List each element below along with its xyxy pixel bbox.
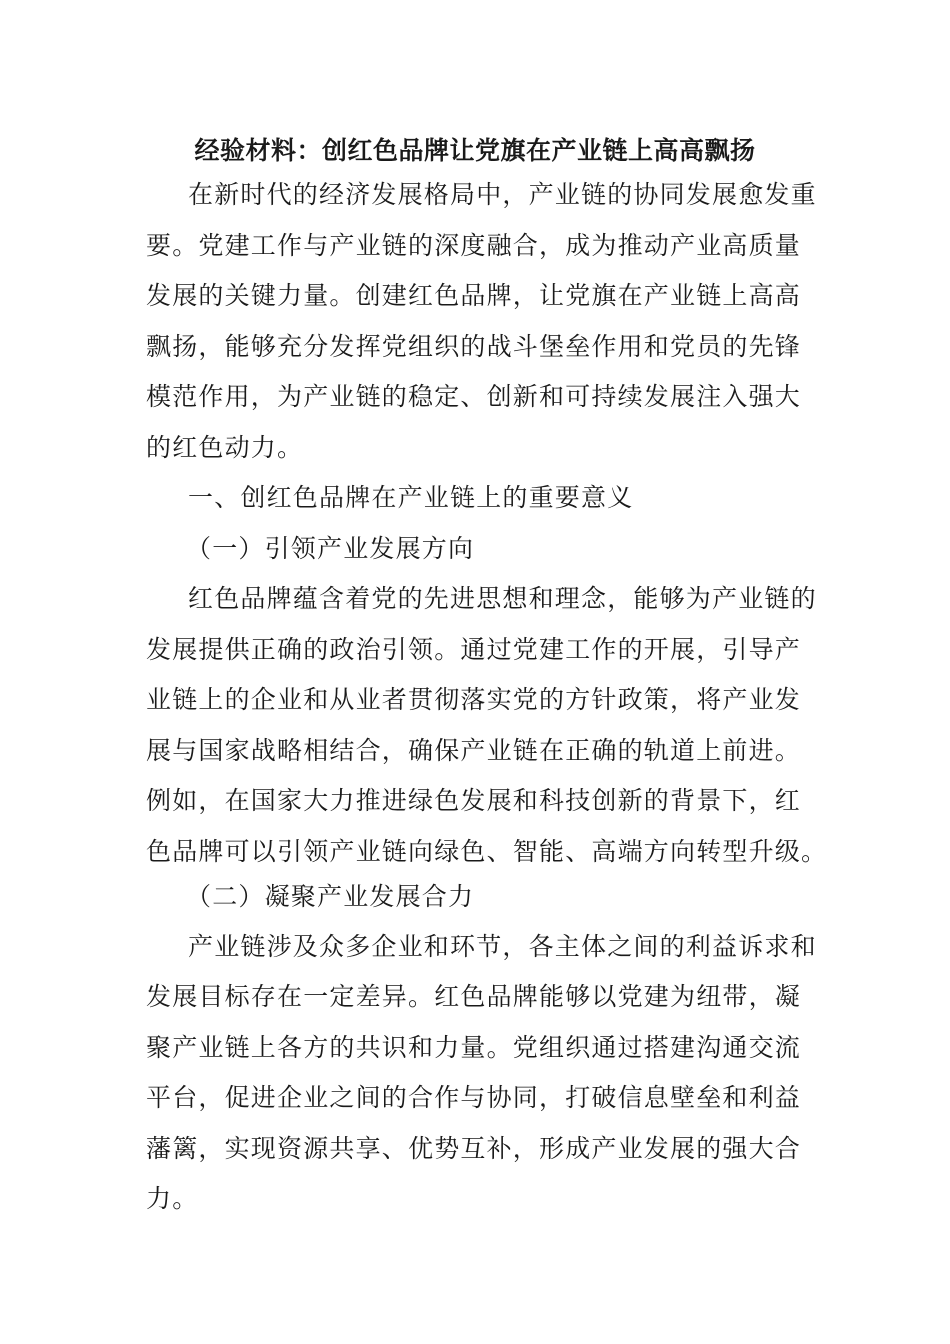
paragraph-line: 产业链涉及众多企业和环节，各主体之间的利益诉求和 [188, 932, 817, 961]
paragraph-line: 平台，促进企业之间的合作与协同，打破信息壁垒和利益 [146, 1083, 802, 1112]
paragraph-line: 要。党建工作与产业链的深度融合，成为推动产业高质量 [146, 231, 802, 260]
subsection-heading: （一）引领产业发展方向 [186, 534, 475, 563]
paragraph-line: 例如，在国家大力推进绿色发展和科技创新的背景下，红 [146, 786, 802, 815]
section-heading: 一、创红色品牌在产业链上的重要意义 [188, 483, 634, 512]
paragraph-line: 业链上的企业和从业者贯彻落实党的方针政策，将产业发 [146, 685, 802, 714]
paragraph-line: 发展提供正确的政治引领。通过党建工作的开展，引导产 [146, 635, 802, 664]
paragraph-line: 力。 [146, 1184, 199, 1213]
paragraph-line: 藩篱，实现资源共享、优势互补，形成产业发展的强大合 [146, 1134, 802, 1163]
paragraph-line: 色品牌可以引领产业链向绿色、智能、高端方向转型升级。 [146, 837, 828, 866]
paragraph-line: 展与国家战略相结合，确保产业链在正确的轨道上前进。 [146, 736, 802, 765]
paragraph-line: 发展目标存在一定差异。红色品牌能够以党建为纽带，凝 [146, 982, 802, 1011]
paragraph-line: 红色品牌蕴含着党的先进思想和理念，能够为产业链的 [188, 584, 817, 613]
paragraph-line: 模范作用，为产业链的稳定、创新和可持续发展注入强大 [146, 382, 802, 411]
paragraph-line: 的红色动力。 [146, 433, 304, 462]
paragraph-line: 飘扬，能够充分发挥党组织的战斗堡垒作用和党员的先锋 [146, 332, 802, 361]
paragraph-line: 聚产业链上各方的共识和力量。党组织通过搭建沟通交流 [146, 1033, 802, 1062]
paragraph-line: 发展的关键力量。创建红色品牌，让党旗在产业链上高高 [146, 281, 802, 310]
document-title: 经验材料：创红色品牌让党旗在产业链上高高飘扬 [194, 136, 756, 165]
paragraph-line: 在新时代的经济发展格局中，产业链的协同发展愈发重 [188, 180, 817, 209]
subsection-heading: （二）凝聚产业发展合力 [186, 882, 475, 911]
